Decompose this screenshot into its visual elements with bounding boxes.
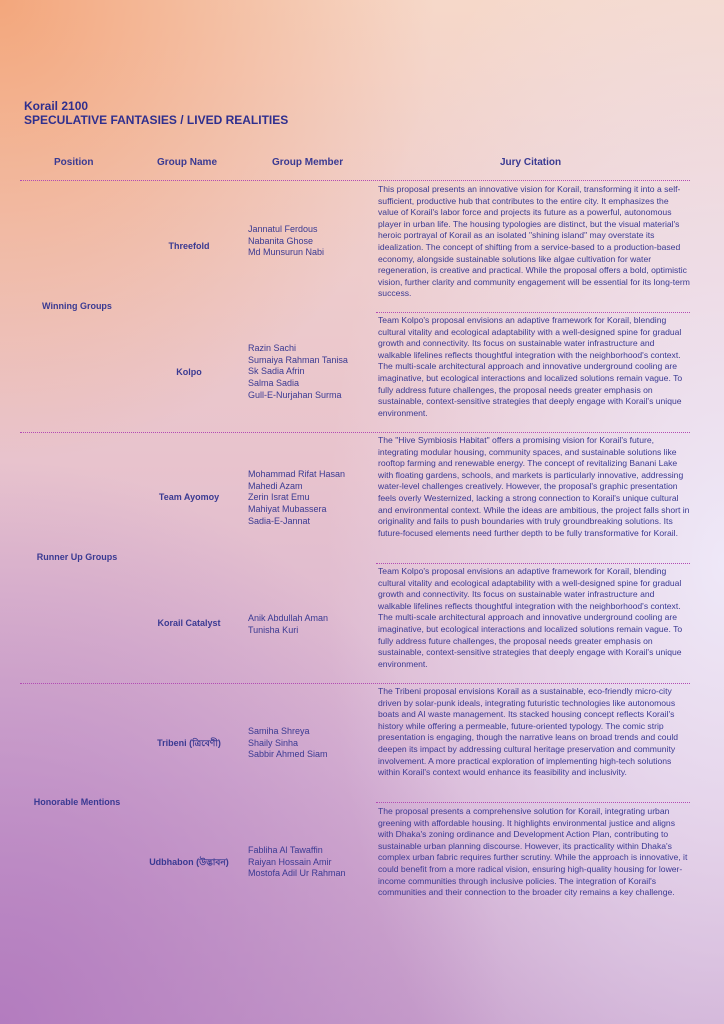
column-header-position: Position (54, 157, 94, 168)
group-name: Team Ayomoy (158, 492, 220, 502)
member-name: Zerin Israt Emu (248, 492, 310, 503)
jury-citation: The proposal presents a comprehensive solution for Korail, integrating urban greening with affordable housing. It highlights environmental justice and aligns with Dhaka's zoning ordinance and Development Action Plan, contributing to sustainable urban planning discourse. However, its practicality within Dhaka's complex urban fabric requires further scrutiny. While the approach is innovative, it could benefit from a more radical vision, ensuring high-quality housing for lower-income communities through inclusive policies. The integration of Korail's communities and their connection to the broader city remains a key challenge. (378, 806, 688, 898)
jury-citation: The "Hive Symbiosis Habitat" offers a promising vision for Korail's future, integrating modular housing, community spaces, and sustainable solutions like rooftop farming and renewable energy. The concept of revitalizing Banani Lake with floating gardens, schools, and markets is particularly innovative, addressing water-level challenges creatively. However, the proposal's graphic presentation feels overly Westernized, lacking a strong connection to Korail's unique cultural and environmental context. While the ideas are ambitious, the project falls short in originality and fails to push boundaries with truly groundbreaking solutions. Its future-focused elements need further depth to be fully transformative for Korail. (378, 435, 690, 538)
column-header-group-name: Group Name (157, 157, 218, 168)
title-line-1: Korail 2100 (24, 99, 89, 113)
group-name: Korail Catalyst (157, 618, 221, 628)
group-name: Tribeni (ত্রিবেণী) (157, 738, 221, 748)
member-name: Sk Sadia Afrin (248, 366, 305, 377)
group-members (248, 224, 376, 259)
jury-citation: Team Kolpo's proposal envisions an adaptive framework for Korail, blending cultural vitality and ecological adaptability with a well-designed spine for gradual growth and connectivity. Its focus on sustainable water infrastructure and walkable lifelines reflects thoughtful integration with the neighborhood's context. The multi-scale architectural approach and innovative underground cooling are imaginative, but ecological interactions and localized solutions remain vague. To fully address future challenges, the proposal needs greater emphasis on sustainable, context-sensitive strategies that deeply engage with Korail's unique environment. (378, 566, 683, 669)
member-name: Sabbir Ahmed Siam (248, 749, 328, 760)
member-name: Mahiyat Mubassera (248, 504, 327, 515)
group-members (248, 469, 376, 528)
member-name: Anik Abdullah Aman (248, 613, 329, 623)
member-name: Md Munsurun Nabi (248, 247, 325, 258)
page-title (24, 99, 288, 127)
member-name: Nabanita Ghose (248, 235, 314, 246)
group-members (248, 845, 376, 880)
jury-citation: Team Kolpo's proposal envisions an adaptive framework for Korail, blending cultural vitality and ecological adaptability with a well-designed spine for gradual growth and connectivity. Its focus on sustainable water infrastructure and walkable lifelines reflects thoughtful integration with the neighborhood's context. The multi-scale architectural approach and innovative underground cooling are imaginative, but ecological interactions and localized solutions remain vague. To fully address future challenges, the proposal needs greater emphasis on sustainable, context-sensitive strategies that deeply engage with Korail's unique environment. (378, 315, 683, 418)
divider (20, 683, 690, 684)
member-name: Sumaiya Rahman Tanisa (248, 354, 348, 365)
member-name: Fabliha Al Tawaffin (248, 845, 323, 855)
member-name: Mostofa Adil Ur Rahman (248, 868, 346, 879)
group-name: Threefold (168, 241, 210, 251)
group-members (248, 343, 376, 402)
position-label-honorable: Honorable Mentions (33, 797, 121, 807)
member-name: Shaily Sinha (248, 737, 299, 748)
divider (376, 312, 690, 313)
group-members (248, 613, 376, 636)
member-name: Jannatul Ferdous (248, 224, 318, 234)
column-header-group-member: Group Member (272, 157, 344, 168)
member-name: Raiyan Hossain Amir (248, 856, 332, 867)
divider (20, 432, 690, 433)
position-label-winning: Winning Groups (42, 301, 112, 311)
member-name: Razin Sachi (248, 343, 297, 353)
group-members (248, 726, 376, 761)
member-name: Mohammad Rifat Hasan (248, 469, 346, 479)
member-name: Samiha Shreya (248, 726, 310, 736)
divider (376, 563, 690, 564)
member-name: Sadia-E-Jannat (248, 515, 311, 526)
member-name: Tunisha Kuri (248, 624, 299, 635)
member-name: Mahedi Azam (248, 480, 303, 491)
group-name: Udbhabon (উদ্ভাবন) (149, 857, 229, 867)
member-name: Salma Sadia (248, 378, 300, 389)
group-name: Kolpo (176, 367, 202, 377)
column-header-jury-citation: Jury Citation (500, 157, 562, 168)
member-name: Gull-E-Nurjahan Surma (248, 389, 342, 400)
title-line-2: SPECULATIVE FANTASIES / LIVED REALITIES (24, 113, 289, 127)
divider (20, 180, 690, 181)
divider (376, 802, 690, 803)
jury-citation: This proposal presents an innovative vision for Korail, transforming it into a self-sufficient, productive hub that contributes to the entire city. It emphasizes the value of Korail's labor force and projects its future as a powerful, autonomous player in urban life. The housing typologies are distinct, but the visual material's heroic portrayal of Korail as an isolated "shining island" may overstate its idealization. The concept of shifting from a service-based to a production-based economy, alongside sustainable solutions like algae cultivation for water regeneration, is creative and practical. While the proposal offers a bold, optimistic vision, further clarity and community engagement will be essential for its long-term success. (378, 184, 690, 299)
jury-citation: The Tribeni proposal envisions Korail as a sustainable, eco-friendly micro-city driven by solar-punk ideals, integrating futuristic technologies like autonomous boats and AI waste management. Its stacked housing concept reflects Korail's history while offering a permeable, future-oriented typology. The comic strip presentation is engaging, though the narrative leans on broad trends and could deepen its impact by addressing cultural heritage preservation and community involvement. A more practical exploration of implementing high-tech solutions within Korail's context would enhance its feasibility and inclusivity. (378, 686, 679, 778)
position-label-runner-up: Runner Up Groups (36, 552, 118, 562)
